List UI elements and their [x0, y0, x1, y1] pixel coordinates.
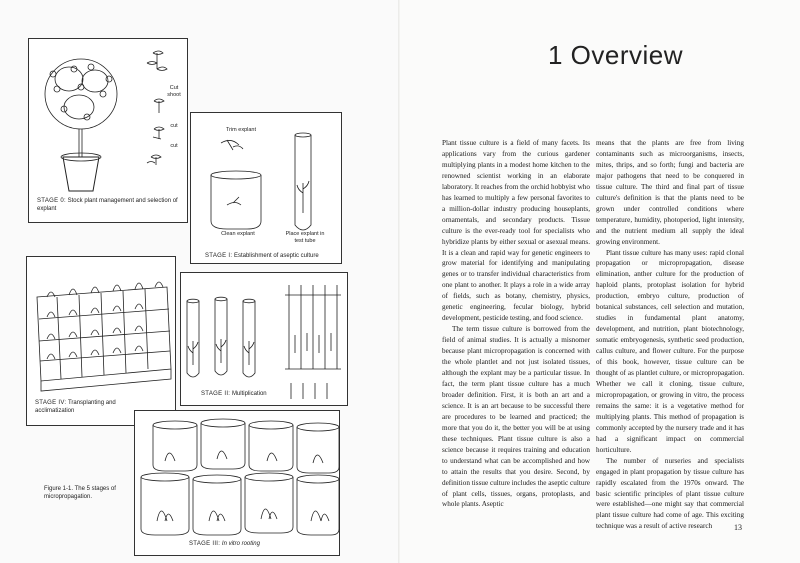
caption-text: Multiplication — [231, 391, 267, 397]
caption-stage-2 — [201, 390, 341, 398]
label-clean-explant: Clean explant — [221, 231, 255, 237]
caption-stage-1 — [205, 252, 341, 260]
panel-stage-2 — [180, 272, 348, 406]
label-cut-2: cut — [170, 143, 178, 149]
stage-label: STAGE III: — [189, 541, 221, 547]
stage-label: STAGE I: — [205, 253, 233, 259]
label-trim-explant: Trim explant — [225, 127, 257, 133]
stage-label: STAGE 0: — [37, 198, 66, 204]
chapter-title: 1 Overview — [548, 40, 684, 70]
paragraph: Plant tissue culture is a field of many facets. Its applications vary from the curious gardener multiplying plants in a modest home kitchen to the renowned scientist working in an elaborate laboratory. It reaches from the orchid hobbyist who has learned to multiply a few personal favorites to a million-dollar industry producing houseplants, ornamentals, and secondary products. Tissue culture is the ever-ready tool for specialists who hybridize plants by either sexual or asexual means. It is a clean and rapid way for genetic engineers to grow material for identifying and manipulating genes or to transfer individual characteristics from one plant to another. It plays a role in a wide array of fields, such as botany, chemistry, physics, genetic engineering, fecular biology, hybrid development, pesticide testing, and food science. — [442, 139, 590, 323]
panel-stage-1 — [190, 112, 342, 264]
caption-stage-4 — [35, 399, 135, 415]
stage-label: STAGE IV: — [35, 400, 67, 406]
page-number: 13 — [734, 523, 742, 532]
caption-text: In vitro rooting — [221, 541, 260, 547]
panel-stage-4 — [26, 256, 176, 426]
panel-stage-0 — [28, 38, 188, 223]
multiplication-tubes-illustration — [181, 273, 349, 407]
label-place-explant: Place explant in test tube — [285, 231, 325, 244]
paragraph: The number of nurseries and specialists engaged in plant propagation by tissue culture has rapidly escalated from the 1970s onward. The basic scientific principles of plant tissue culture were established—one might say that commercial plant tissue culture had come of age. This exciting technique was a result of active research — [596, 456, 744, 531]
paragraph: means that the plants are free from living contaminants such as microorganisms, insects, mites, thrips, and so forth; fungi and bacteria are major pathogens that need to be conquered in tissue culture. The third and final part of tissue culture's definition is that the plants need to be grown under controlled conditions where temperature, humidity, photoperiod, light intensity, and the nutrient medium all supply the ideal growing environment. — [596, 139, 744, 246]
text-column-2 — [596, 138, 744, 532]
panel-stage-3 — [134, 410, 340, 556]
caption-text: Establishment of aseptic culture — [233, 253, 319, 259]
text-column-1 — [442, 138, 590, 510]
caption-text: Transplanting and acclimatization — [35, 400, 116, 414]
figure-caption: Figure 1-1. The 5 stages of micropropagation. — [44, 486, 116, 500]
label-cut-shoot: Cut shoot — [167, 85, 181, 98]
paragraph: The term tissue culture is borrowed from the field of animal studies. It is actually a misnomer because plant micropropagation is concerned with the whole plantlet and not just isolated tissues, although the explant may be a particular tissue. In fact, the term plant tissue culture has a much broader definition. First, it is both an art and a science. It is an art because to be successful there are procedures to be learned and practiced; the more that you do it, the better you will be at using these techniques. Plant tissue culture is also a science because it requires training and education to understand what can be accomplished and how to attain the results that you desire. Second, by definition tissue culture includes the aseptic culture of plant cells, tissues, organs, protoplasts, and whole plants. Aseptic — [442, 325, 590, 509]
caption-stage-0 — [37, 197, 185, 213]
stage-label: STAGE II: — [201, 391, 231, 397]
rooting-jars-illustration — [135, 411, 341, 557]
paragraph: Plant tissue culture has many uses: rapid clonal propagation or micropropagation, disease elimination, anther culture for the production of haploid plants, protoplast isolation for hybrid production, embryo culture, production of botanical substances, cell selection and mutation, studies in fundamental plant anatomy, development, and nutrition, plant biotechnology, somatic embryogenesis, synthetic seed production, callus culture, and flower culture. For the purpose of this book, however, tissue culture can be thought of as plantlet culture, or micropropagation. Whether we call it cloning, tissue culture, micropropagation, or growing in vitro, the process remains the same: it is a vegetative method for multiplying plants. This method of propagation is commonly accepted by the nursery trade and it has had a significant impact on commercial horticulture. — [596, 248, 744, 454]
caption-text: Stock plant management and selection of explant — [37, 198, 178, 212]
caption-stage-3 — [189, 540, 329, 548]
label-cut-1: cut — [170, 123, 178, 129]
